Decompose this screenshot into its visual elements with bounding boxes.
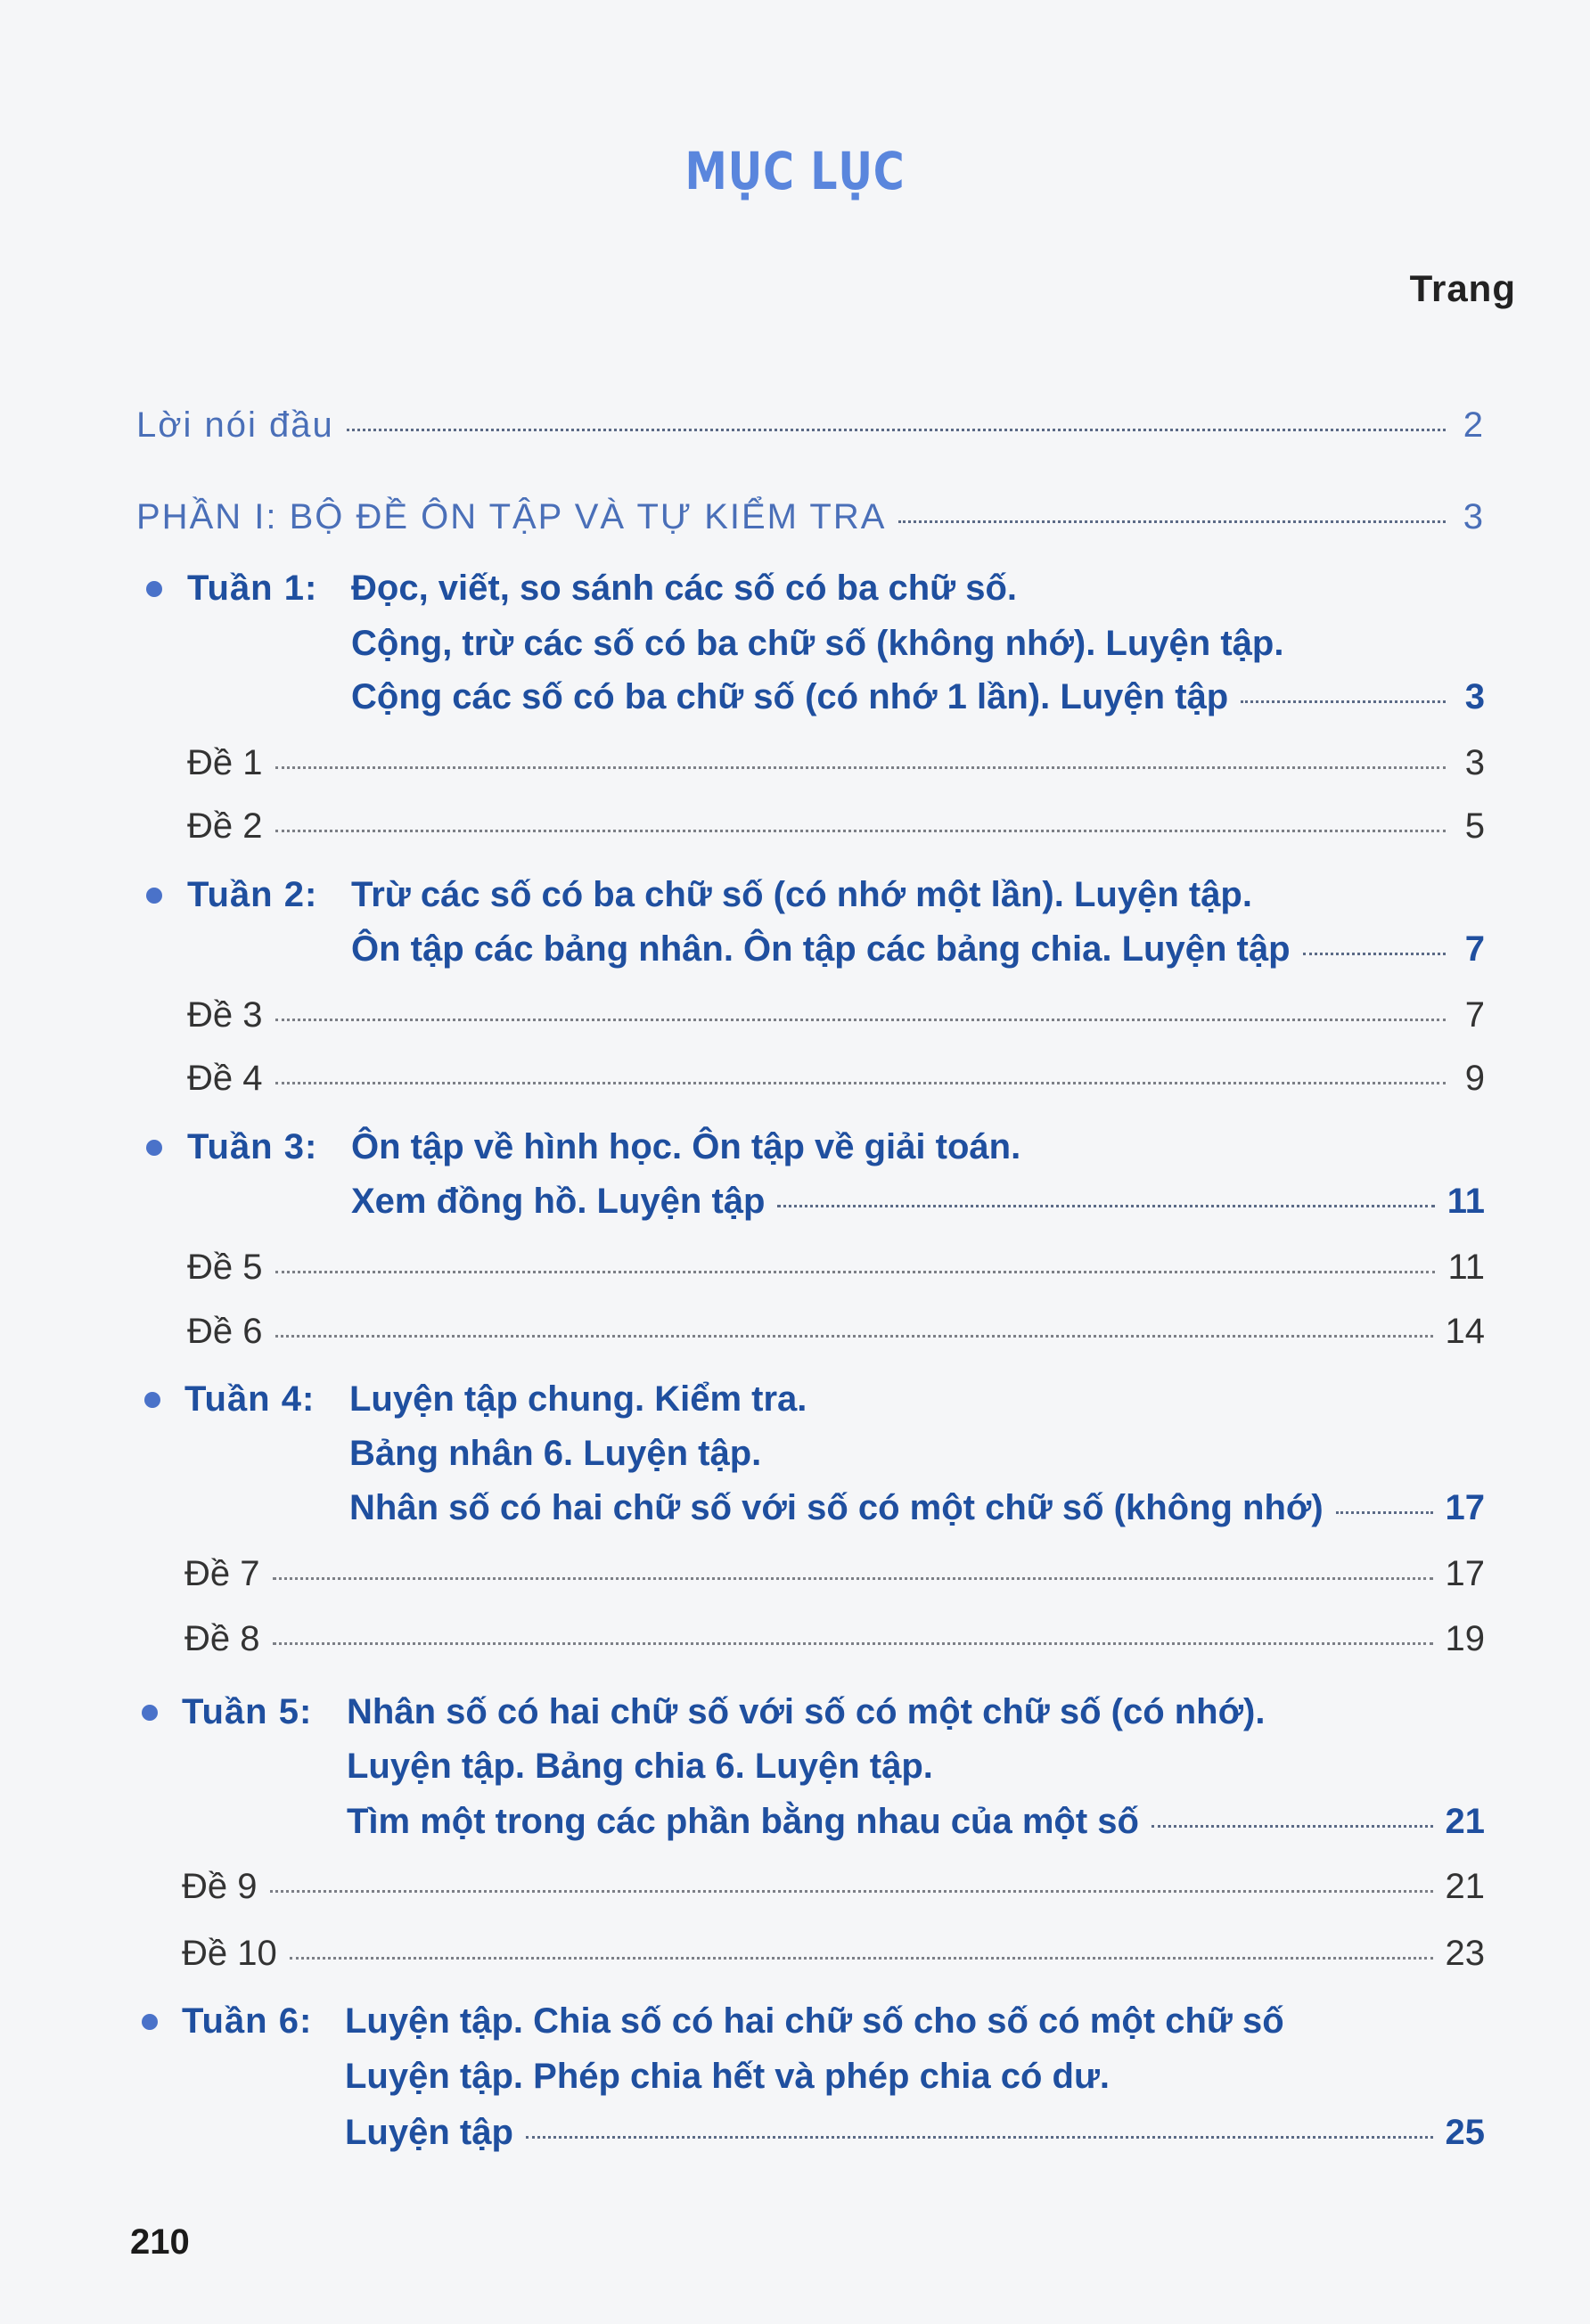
toc-entry-label: Lời nói đầu [136,405,334,445]
week-label: Tuần 5: [182,1692,313,1731]
leader-dots [1336,1511,1433,1514]
leader-dots [526,2136,1433,2139]
bullet-icon [146,1140,162,1156]
leader-dots [1241,700,1446,703]
toc-entry-test-9[interactable]: Đề 9 21 [182,1867,1485,1906]
week-label: Tuần 6: [182,2001,313,2041]
toc-entry-part-1[interactable] [136,497,1485,537]
toc-entry-week-5[interactable]: Tìm một trong các phần bằng nhau của một số 21 [347,1802,1485,1841]
week-topic-line: Bảng nhân 6. Luyện tập. [349,1434,762,1473]
week-topic-line: Đọc, viết, so sánh các số có ba chữ số. [351,569,1017,608]
toc-entry-week-2[interactable]: Ôn tập các bảng nhân. Ôn tập các bảng chia. Luyện tập 7 [351,929,1485,969]
week-topic-line: Luyện tập. Phép chia hết và phép chia có dư. [345,2057,1111,2096]
toc-entry-test-5[interactable]: Đề 5 11 [187,1248,1485,1287]
leader-dots [275,1082,1447,1084]
toc-entry-intro[interactable] [136,405,1485,446]
week-topic-line: Cộng, trừ các số có ba chữ số (không nhớ). Luyện tập. [351,624,1284,663]
toc-entry-test-3[interactable]: Đề 3 7 [187,995,1485,1035]
week-topic-line: Luyện tập. Bảng chia 6. Luyện tập. [347,1747,933,1786]
bullet-icon [144,1392,160,1408]
toc-entry-test-8[interactable]: Đề 8 19 [184,1619,1485,1658]
toc-entry-week-3[interactable]: Xem đồng hồ. Luyện tập 11 [351,1182,1485,1221]
leader-dots [273,1577,1433,1580]
leader-dots [275,830,1447,832]
toc-entry-test-1[interactable]: Đề 1 3 [187,743,1485,782]
leader-dots [275,766,1447,769]
leader-dots [270,1890,1433,1893]
toc-entry-page: 3 [1464,677,1485,716]
leader-dots [275,1271,1436,1273]
toc-entry-page: 3 [1463,497,1485,536]
toc-entry-week-6[interactable]: Luyện tập 25 [345,2113,1485,2152]
bullet-icon [146,888,162,904]
week-topic-line: Luyện tập. Chia số có hai chữ số cho số có một chữ số [345,2001,1284,2041]
leader-dots [273,1642,1433,1645]
leader-dots [275,1335,1433,1338]
week-topic-line: Trừ các số có ba chữ số (có nhớ một lần). Luyện tập. [351,875,1252,914]
week-topic-line: Ôn tập về hình học. Ôn tập về giải toán. [351,1127,1021,1166]
page-column-label: Trang [1409,267,1516,309]
week-label: Tuần 4: [184,1379,316,1419]
toc-entry-page: 2 [1463,405,1485,445]
toc-entry-test-10[interactable]: Đề 10 23 [182,1934,1485,1973]
leader-dots [1303,953,1446,955]
toc-entry-label: PHẦN I: BỘ ĐỀ ÔN TẬP VÀ TỰ KIỂM TRA [136,497,887,536]
toc-entry-test-2[interactable]: Đề 2 5 [187,806,1485,846]
week-label: Tuần 3: [187,1127,318,1166]
bullet-icon [142,2014,158,2030]
leader-dots [777,1205,1434,1207]
leader-dots [275,1019,1447,1021]
toc-entry-week-1[interactable]: Cộng các số có ba chữ số (có nhớ 1 lần). Luyện tập 3 [351,677,1485,716]
bullet-icon [142,1705,158,1721]
leader-dots [898,520,1446,523]
week-topic-line: Luyện tập chung. Kiểm tra. [349,1379,807,1419]
leader-dots [290,1957,1433,1960]
toc-entry-test-4[interactable]: Đề 4 9 [187,1059,1485,1098]
toc-entry-week-4[interactable]: Nhân số có hai chữ số với số có một chữ số (không nhớ) 17 [349,1488,1485,1527]
footer-page-number: 210 [130,2222,190,2262]
bullet-icon [146,581,162,597]
week-topic-line: Nhân số có hai chữ số với số có một chữ số (có nhớ). [347,1692,1266,1731]
week-label: Tuần 2: [187,875,318,914]
week-label: Tuần 1: [187,569,318,608]
leader-dots [1152,1825,1433,1828]
page-title: MỤC LỤC [684,141,906,201]
leader-dots [347,429,1446,431]
toc-entry-test-7[interactable]: Đề 7 17 [184,1554,1485,1593]
toc-entry-test-6[interactable]: Đề 6 14 [187,1312,1485,1351]
